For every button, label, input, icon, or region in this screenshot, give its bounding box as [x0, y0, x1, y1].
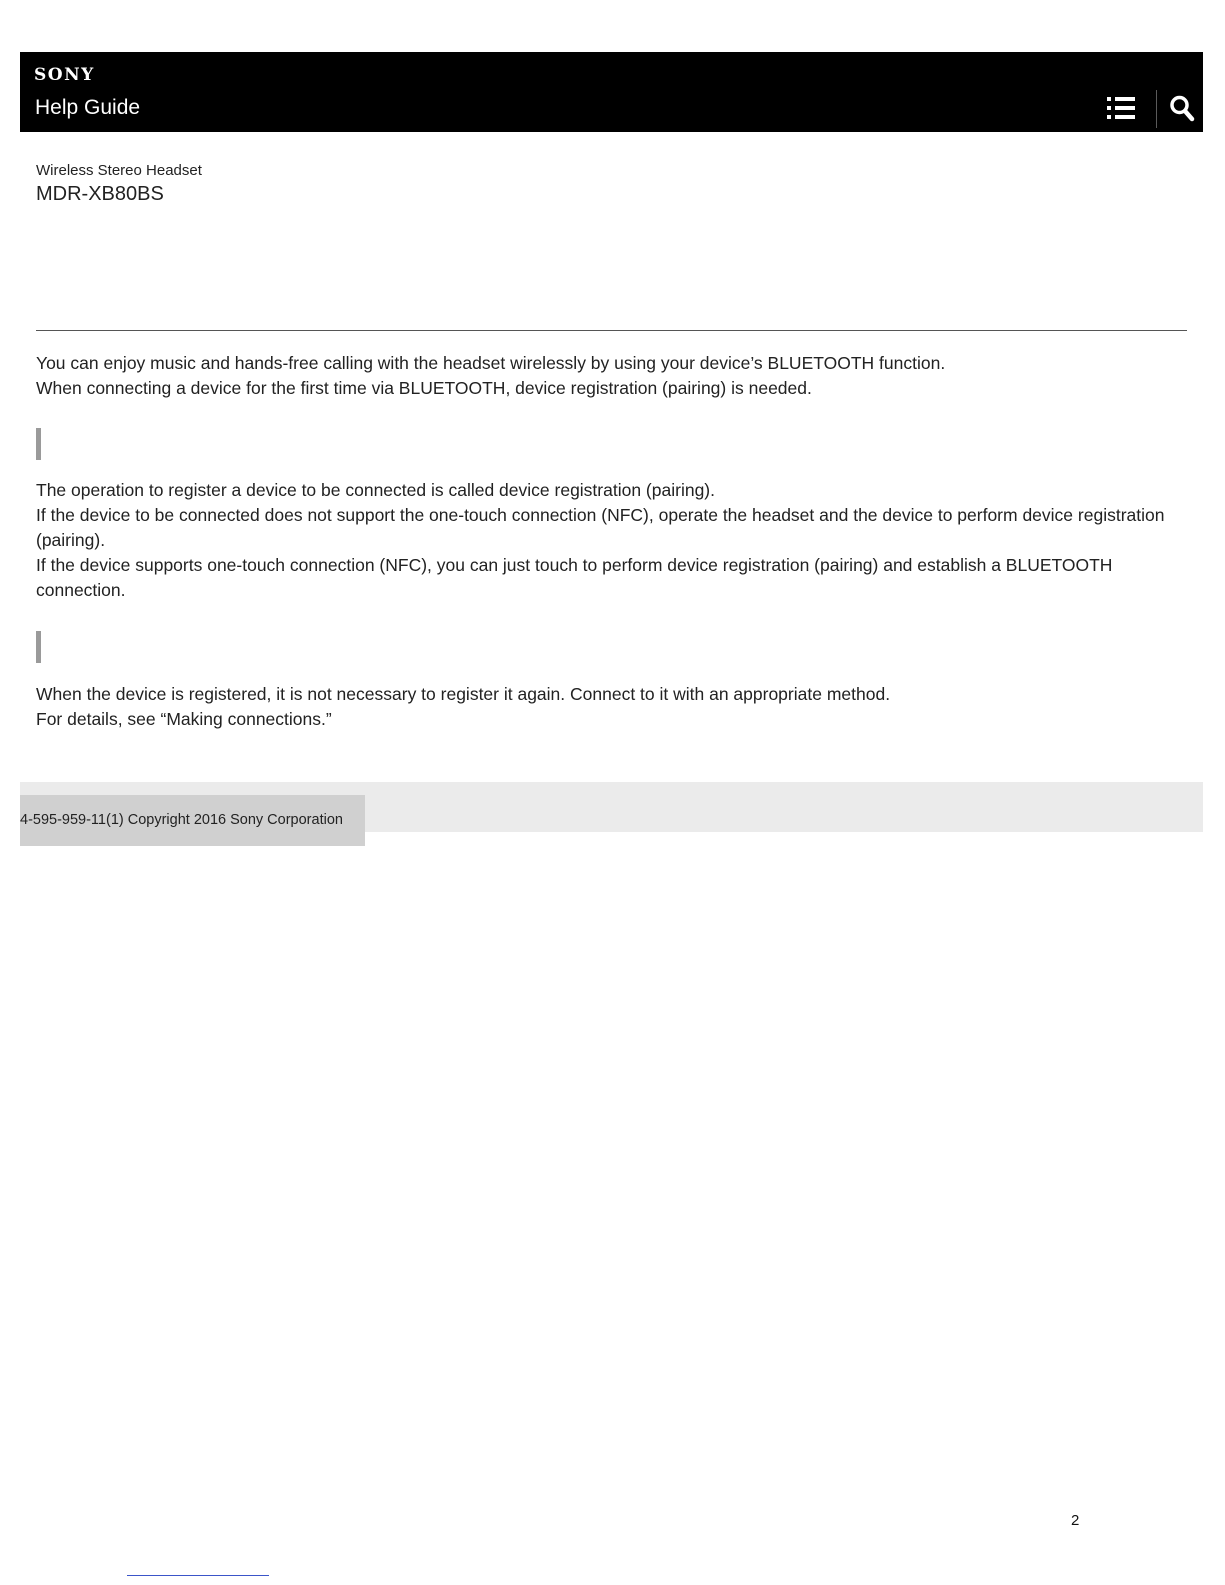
product-model: MDR-XB80BS [36, 183, 164, 205]
horizontal-rule [36, 330, 1187, 331]
intro-line: You can enjoy music and hands-free calling with the headset wirelessly by using your device’s BLUETOOTH function. [36, 353, 946, 373]
pairing-line: The operation to register a device to be connected is called device registration (pairing). [36, 480, 715, 500]
page-number: 2 [1071, 1512, 1080, 1529]
section-heading-bar [36, 428, 41, 460]
intro-line: When connecting a device for the first time via BLUETOOTH, device registration (pairing) is needed. [36, 378, 812, 398]
section-heading-bar [36, 631, 41, 663]
bottom-link-underline[interactable] [127, 1575, 269, 1576]
pairing-line: If the device to be connected does not support the one-touch connection (NFC), operate the headset and the device to perform device registration (pairing). [36, 505, 1165, 550]
intro-text [36, 351, 1186, 401]
connecting-text [36, 682, 1186, 732]
header-divider [1156, 90, 1157, 128]
list-icon [1106, 94, 1136, 122]
table-of-contents-button[interactable] [1106, 94, 1136, 122]
pairing-text [36, 478, 1186, 603]
product-type: Wireless Stereo Headset [36, 162, 202, 179]
search-button[interactable] [1169, 94, 1195, 122]
copyright-notice: 4-595-959-11(1) Copyright 2016 Sony Corporation [20, 795, 365, 846]
sony-logo: SONY [34, 65, 95, 85]
pairing-line: If the device supports one-touch connection (NFC), you can just touch to perform device registration (pairing) and establish a BLUETOOTH connection. [36, 555, 1113, 600]
connecting-line: For details, see “Making connections.” [36, 709, 332, 729]
site-header [20, 52, 1203, 132]
connecting-line: When the device is registered, it is not necessary to register it again. Connect to it with an appropriate method. [36, 684, 891, 704]
search-icon [1169, 94, 1195, 122]
help-guide-title: Help Guide [35, 96, 141, 119]
